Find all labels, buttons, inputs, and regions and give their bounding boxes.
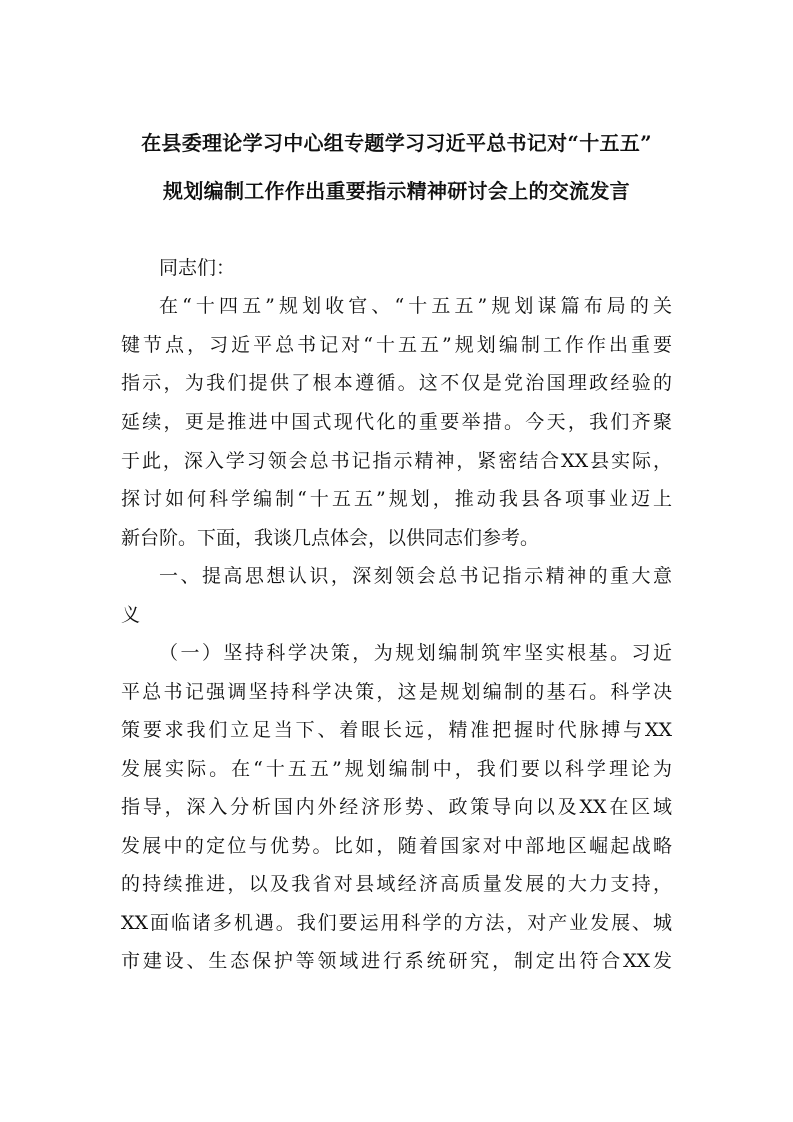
paragraph-line: 发展实际。在“十五五”规划编制中，我们要以科学理论为 (121, 758, 672, 780)
paragraph-line: （一）坚持科学决策，为规划编制筑牢坚实根基。习近 (159, 642, 672, 664)
paragraph-line: 的持续推进，以及我省对县域经济高质量发展的大力支持， (121, 873, 672, 895)
paragraph-line: 新台阶。下面，我谈几点体会，以供同志们参考。 (121, 527, 540, 549)
paragraph-line: XX面临诸多机遇。我们要运用科学的方法，对产业发展、城 (121, 912, 672, 934)
document-title-line-2: 规划编制工作作出重要指示精神研讨会上的交流发言 (163, 179, 630, 203)
paragraph-line: 延续，更是推进中国式现代化的重要举措。今天，我们齐聚 (121, 411, 672, 433)
paragraph-line: 策要求我们立足当下、着眼长远，精准把握时代脉搏与XX (121, 719, 672, 741)
section-heading-line: 义 (121, 604, 141, 626)
document-title-line-1: 在县委理论学习中心组专题学习习近平总书记对“十五五” (141, 131, 652, 155)
paragraph-line: 键节点，习近平总书记对“十五五”规划编制工作作出重要 (121, 334, 672, 356)
paragraph-line: 发展中的定位与优势。比如，随着国家对中部地区崛起战略 (121, 835, 672, 857)
paragraph-line: 于此，深入学习领会总书记指示精神，紧密结合XX县实际， (121, 450, 672, 472)
paragraph-line: 平总书记强调坚持科学决策，这是规划编制的基石。科学决 (121, 681, 672, 703)
paragraph-line: 指示，为我们提供了根本遵循。这不仅是党治国理政经验的 (121, 372, 672, 394)
paragraph-line: 在“十四五”规划收官、“十五五”规划谋篇布局的关 (159, 295, 672, 317)
section-heading-line: 一、提高思想认识，深刻领会总书记指示精神的重大意 (159, 565, 672, 587)
salutation: 同志们： (159, 257, 236, 279)
paragraph-line: 探讨如何科学编制“十五五”规划，推动我县各项事业迈上 (121, 488, 672, 510)
paragraph-line: 指导，深入分析国内外经济形势、政策导向以及XX在区域 (121, 796, 672, 818)
paragraph-line: 市建设、生态保护等领域进行系统研究，制定出符合XX发 (121, 950, 672, 972)
